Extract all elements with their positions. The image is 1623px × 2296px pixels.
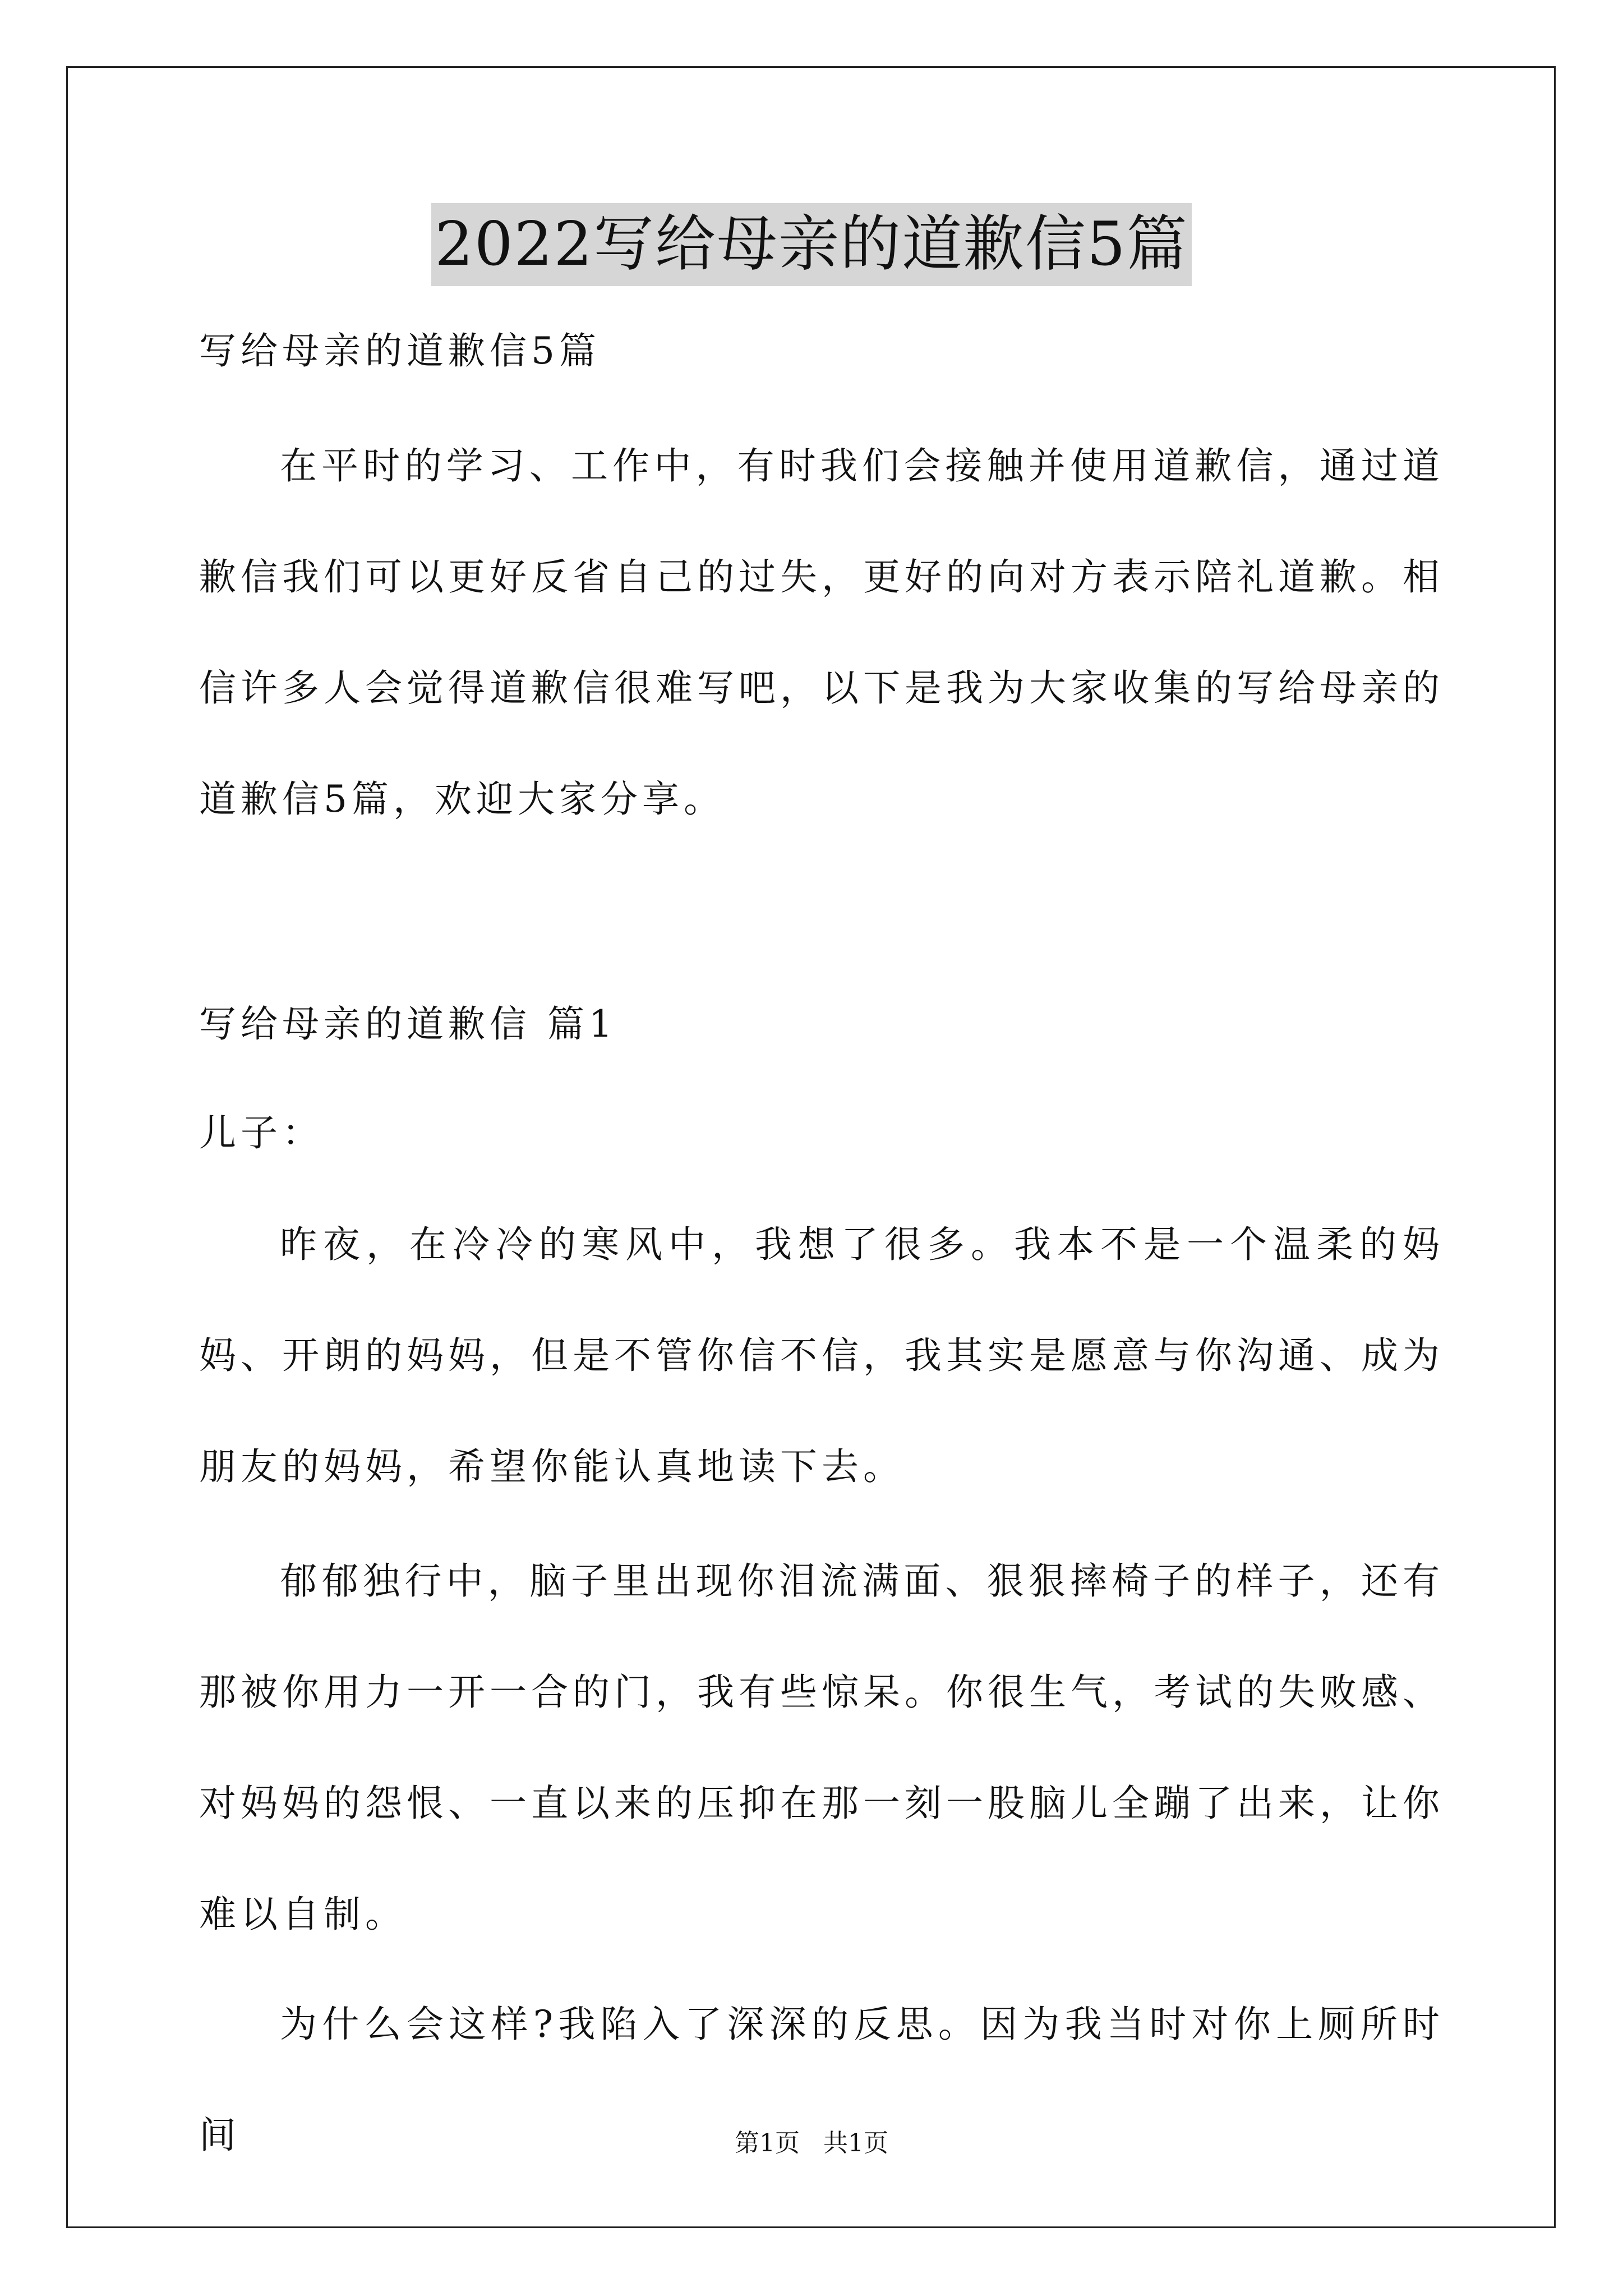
paragraph-text: 郁郁独行中，脑子里出现你泪流满面、狠狠摔椅子的样子，还有那被你用力一开一合的门，我有些惊呆。你很生气，考试的失败感、对妈妈的怨恨、一直以来的压抑在那一刻一股脑儿全蹦了出来，让你难以自制。	[199, 1559, 1444, 1936]
section-heading: 写给母亲的道歉信 篇1	[199, 1002, 617, 1046]
title-container	[0, 203, 1623, 286]
document-title: 2022写给母亲的道歉信5篇	[431, 203, 1192, 286]
paragraph-text: 为什么会这样?我陷入了深深的反思。因为我当时对你上厕所时间	[199, 2003, 1444, 2157]
page-total: 共1页	[823, 2129, 888, 2157]
intro-paragraph	[199, 411, 1444, 855]
intro-text: 在平时的学习、工作中，有时我们会接触并使用道歉信，通过道歉信我们可以更好反省自己的过失，更好的向对方表示陪礼道歉。相信许多人会觉得道歉信很难写吧，以下是我为大家收集的写给母亲的道歉信5篇，欢迎大家分享。	[199, 444, 1444, 821]
page-footer	[0, 2127, 1623, 2160]
document-subtitle: 写给母亲的道歉信5篇	[199, 329, 601, 372]
page-number: 第1页	[735, 2129, 800, 2157]
body-paragraph-1	[199, 1189, 1444, 1522]
paragraph-text: 昨夜，在冷冷的寒风中，我想了很多。我本不是一个温柔的妈妈、开朗的妈妈，但是不管你信不信，我其实是愿意与你沟通、成为朋友的妈妈，希望你能认真地读下去。	[199, 1223, 1444, 1488]
salutation: 儿子：	[199, 1111, 324, 1154]
body-paragraph-2	[199, 1526, 1444, 1970]
